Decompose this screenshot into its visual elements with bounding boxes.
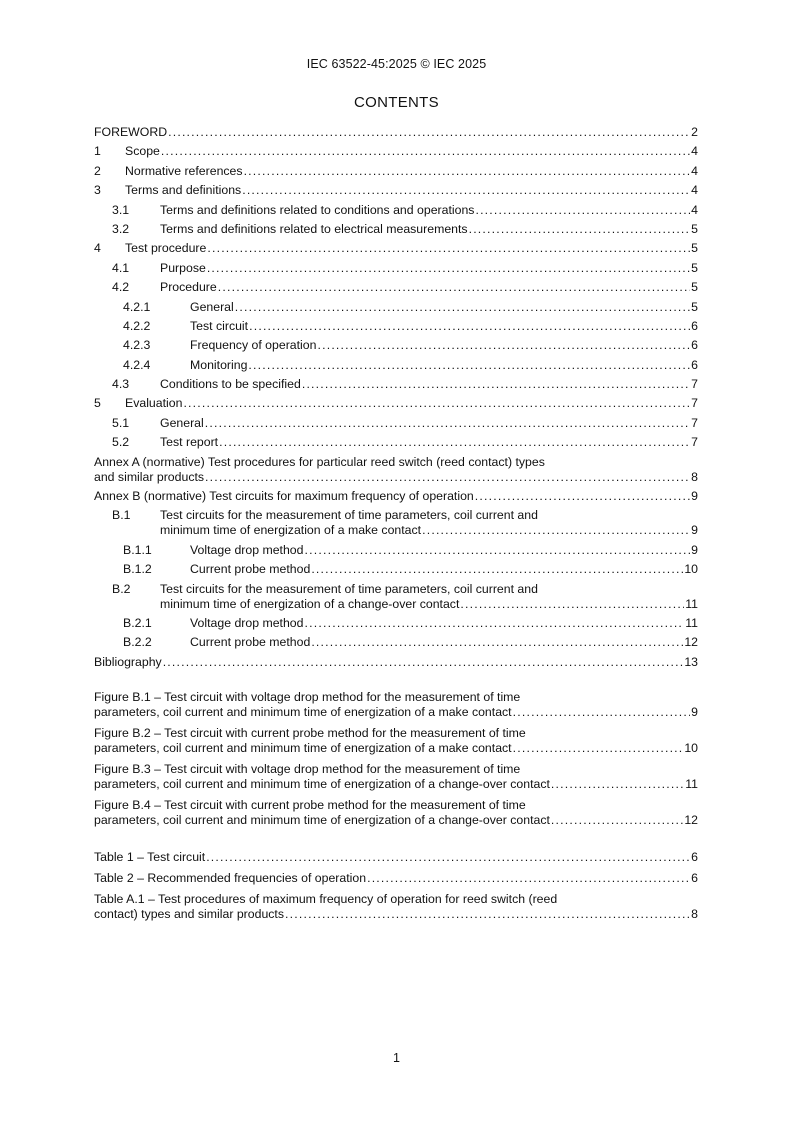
toc-title: minimum time of energization of a change-over contact [160,596,460,611]
toc-title: Monitoring [190,357,248,372]
toc-title: parameters, coil current and minimum time of energization of a change-over contact [94,776,550,791]
toc-entry[interactable] [94,508,698,538]
toc-entry[interactable] [94,396,698,411]
toc-number: 1 [94,144,101,159]
toc-number: 4.2.2 [123,318,151,333]
dot-leader [551,813,683,828]
dot-leader [311,562,683,577]
toc-entry[interactable] [94,726,698,756]
toc-title: Conditions to be specified [160,377,301,392]
toc-number: 4.1 [112,260,130,275]
toc-title: Purpose [160,260,206,275]
toc-page-number: 9 [691,489,698,504]
dot-leader [207,261,690,276]
toc-title: Terms and definitions [125,183,242,198]
dot-leader [302,377,690,392]
dot-leader [242,183,690,198]
toc-entry[interactable] [94,655,698,670]
toc-entry[interactable] [94,690,698,720]
toc-title: Terms and definitions related to electrical measurements [160,221,468,236]
toc-number: 4 [94,241,101,256]
toc-page-number: 11 [685,615,698,630]
dot-leader [205,470,690,485]
toc-title: Scope [125,144,160,159]
toc-page-number: 12 [684,812,698,827]
toc-title: Terms and definitions related to conditions and operations [160,202,475,217]
table-of-contents [94,125,698,922]
toc-number: B.1.1 [123,542,152,557]
toc-title: Evaluation [125,396,183,411]
dot-leader [367,871,690,886]
toc-title: Current probe method [190,635,311,650]
toc-entry[interactable] [94,319,698,334]
toc-entry[interactable] [94,261,698,276]
toc-title: contact) types and similar products [94,906,285,921]
dot-leader [422,523,690,538]
toc-page-number: 6 [691,849,698,864]
toc-entry[interactable] [94,543,698,558]
dot-leader [248,358,690,373]
toc-entry[interactable] [94,762,698,792]
toc-page-number: 5 [691,280,698,295]
toc-title: Table 2 – Recommended frequencies of operation [94,870,367,885]
toc-page-number: 7 [691,396,698,411]
toc-number: 4.2.3 [123,338,151,353]
toc-title: Test report [160,435,219,450]
toc-number: B.2.1 [123,615,152,630]
dot-leader [219,435,690,450]
toc-page-number: 7 [691,435,698,450]
toc-page-number: 4 [691,144,698,159]
dot-leader [244,164,691,179]
toc-number: 5.1 [112,415,130,430]
toc-page-number: 2 [691,125,698,139]
dot-leader [235,300,690,315]
toc-entry[interactable] [94,338,698,353]
toc-page-number: 7 [691,415,698,430]
toc-number: 2 [94,163,101,178]
dot-leader [168,125,690,140]
toc-title-line: Figure B.2 – Test circuit with current probe method for the measurement of time [94,725,526,740]
toc-page-number: 9 [691,542,698,557]
toc-number: 3.1 [112,202,130,217]
dot-leader [205,416,690,431]
toc-entry[interactable] [94,416,698,431]
dot-leader [206,850,690,865]
toc-title: FOREWORD [94,125,168,139]
toc-page-number: 5 [691,299,698,314]
toc-page-number: 4 [691,202,698,217]
toc-title-line: Figure B.3 – Test circuit with voltage drop method for the measurement of time [94,761,521,776]
toc-number: B.1 [112,508,131,523]
dot-leader [513,705,691,720]
dot-leader [183,396,690,411]
toc-number: 5.2 [112,435,130,450]
toc-title-line: Table A.1 – Test procedures of maximum frequency of operation for reed switch (reed [94,891,558,906]
toc-entry[interactable] [94,222,698,237]
toc-page-number: 6 [691,357,698,372]
toc-title: Table 1 – Test circuit [94,849,206,864]
dot-leader [475,203,690,218]
toc-title: Test circuit [190,318,249,333]
toc-number: 3 [94,183,101,198]
toc-entry[interactable] [94,616,698,631]
toc-entry[interactable] [94,164,698,179]
dot-leader [218,280,690,295]
toc-entry[interactable] [94,144,698,159]
toc-page-number: 12 [684,635,698,650]
dot-leader [311,635,683,650]
toc-page-number: 10 [684,562,698,577]
toc-page-number: 5 [691,221,698,236]
toc-title: General [160,415,204,430]
page-title: CONTENTS [354,94,439,111]
toc-page-number: 11 [685,596,698,611]
toc-entry[interactable] [94,358,698,373]
toc-page-number: 7 [691,377,698,392]
dot-leader [513,741,684,756]
toc-entry[interactable] [94,562,698,577]
toc-page-number: 6 [691,338,698,353]
toc-entry[interactable] [94,850,698,865]
toc-entry[interactable] [94,241,698,256]
toc-page-number: 13 [684,654,698,669]
toc-title: Bibliography [94,654,162,669]
toc-title: and similar products [94,469,205,484]
toc-title: parameters, coil current and minimum time of energization of a make contact [94,740,512,755]
toc-page-number: 9 [691,523,698,538]
toc-title: parameters, coil current and minimum time of energization of a change-over contact [94,812,550,827]
toc-entry[interactable] [94,635,698,650]
toc-title: Procedure [160,280,217,295]
toc-number: 5 [94,396,101,411]
toc-entry[interactable] [94,125,698,140]
toc-number: 3.2 [112,221,130,236]
document-header: IEC 63522-45:2025 © IEC 2025 [306,57,487,71]
dot-leader [161,144,690,159]
toc-entry[interactable] [94,892,698,922]
toc-number: 4.3 [112,377,130,392]
toc-entry[interactable] [94,455,698,485]
dot-leader [285,907,690,922]
toc-page-number: 4 [691,163,698,178]
toc-number: 4.2.4 [123,357,151,372]
toc-title-line: Figure B.4 – Test circuit with current probe method for the measurement of time [94,797,526,812]
page-number: 1 [393,1051,400,1065]
dot-leader [475,489,690,504]
toc-number: 4.2.1 [123,299,151,314]
toc-page-number: 6 [691,318,698,333]
toc-page-number: 9 [691,704,698,719]
toc-title-line: Figure B.1 – Test circuit with voltage drop method for the measurement of time [94,689,521,704]
dot-leader [163,655,684,670]
toc-page-number: 8 [691,469,698,484]
toc-entry[interactable] [94,377,698,392]
toc-title: Normative references [125,163,243,178]
dot-leader [317,338,690,353]
toc-entry[interactable] [94,300,698,315]
toc-page-number: 11 [685,776,698,791]
toc-title: parameters, coil current and minimum time of energization of a make contact [94,704,512,719]
dot-leader [551,777,684,792]
toc-number: B.1.2 [123,562,152,577]
dot-leader [469,222,691,237]
dot-leader [305,616,685,631]
toc-title-line: Annex A (normative) Test procedures for particular reed switch (reed contact) types [94,454,545,469]
toc-title: Voltage drop method [190,542,304,557]
toc-number: B.2.2 [123,635,152,650]
toc-title: Voltage drop method [190,615,304,630]
toc-page-number: 5 [691,260,698,275]
toc-entry[interactable] [94,435,698,450]
toc-page-number: 5 [691,241,698,256]
toc-page-number: 4 [691,183,698,198]
toc-entry[interactable] [94,582,698,612]
toc-entry[interactable] [94,203,698,218]
toc-title-line: Test circuits for the measurement of time parameters, coil current and [160,581,538,596]
toc-entry[interactable] [94,489,698,504]
toc-number: 4.2 [112,280,130,295]
dot-leader [460,597,684,612]
toc-title: Current probe method [190,562,311,577]
toc-entry[interactable] [94,183,698,198]
dot-leader [305,543,691,558]
toc-title: minimum time of energization of a make contact [160,523,422,538]
toc-entry[interactable] [94,280,698,295]
toc-title: Frequency of operation [190,338,317,353]
dot-leader [249,319,690,334]
toc-entry[interactable] [94,798,698,828]
dot-leader [207,241,690,256]
toc-title: General [190,299,234,314]
toc-title: Test procedure [125,241,207,256]
toc-page-number: 10 [684,740,698,755]
toc-page-number: 6 [691,870,698,885]
toc-title-line: Test circuits for the measurement of time parameters, coil current and [160,508,538,523]
toc-number: B.2 [112,581,131,596]
toc-entry[interactable] [94,871,698,886]
toc-title: Annex B (normative) Test circuits for maximum frequency of operation [94,489,474,504]
toc-page-number: 8 [691,906,698,921]
